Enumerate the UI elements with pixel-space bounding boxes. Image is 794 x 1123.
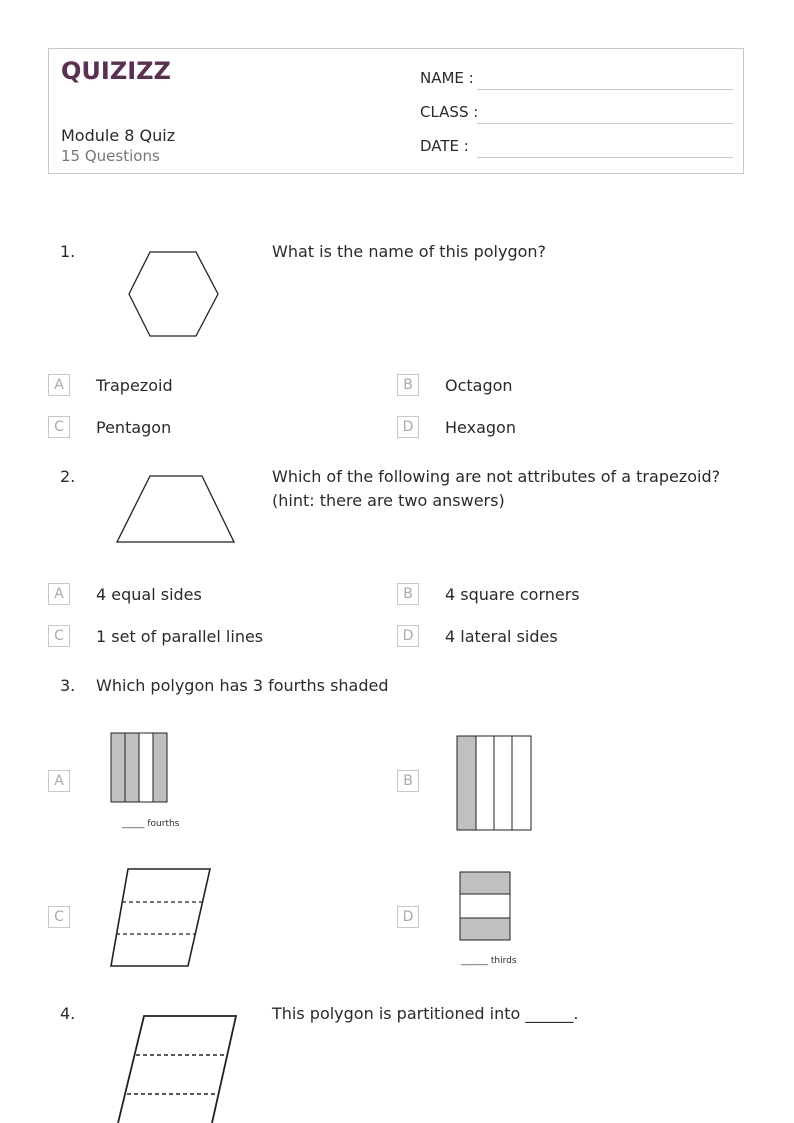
q1-option-a-box[interactable]: A [48,374,70,396]
date-field[interactable] [477,157,733,158]
class-field[interactable] [477,123,733,124]
question-1-number: 1. [60,242,76,261]
q3-option-b-box[interactable]: B [397,770,419,792]
question-2-number: 2. [60,467,76,486]
q2-option-b-box[interactable]: B [397,583,419,605]
q3-option-b-figure[interactable] [456,735,534,833]
q2-option-a-text[interactable]: 4 equal sides [96,585,202,604]
question-1-text: What is the name of this polygon? [272,242,547,261]
q1-option-c-text[interactable]: Pentagon [96,418,172,437]
question-3-number: 3. [60,676,76,695]
class-label: CLASS : [420,103,479,121]
q1-option-b-box[interactable]: B [397,374,419,396]
q2-option-b-text[interactable]: 4 square corners [445,585,580,604]
question-2-text: Which of the following are not attributes of a trapezoid? (hint: there are two answers) [272,467,721,510]
q1-option-d-box[interactable]: D [397,416,419,438]
hexagon-figure [128,251,220,337]
q1-option-d-text[interactable]: Hexagon [445,418,516,437]
quiz-header [48,48,744,174]
quizizz-logo: QUIZIZZ [61,57,171,85]
q3-option-a-box[interactable]: A [48,770,70,792]
q1-option-a-text[interactable]: Trapezoid [96,376,173,395]
q3-option-d-caption: ______ thirds [461,956,517,966]
date-label: DATE : [420,137,469,155]
name-field[interactable] [477,89,733,90]
q3-option-a-figure[interactable] [110,732,200,832]
q2-option-c-box[interactable]: C [48,625,70,647]
q3-option-d-box[interactable]: D [397,906,419,928]
q2-option-a-box[interactable]: A [48,583,70,605]
q1-option-c-box[interactable]: C [48,416,70,438]
q2-option-d-box[interactable]: D [397,625,419,647]
question-count: 15 Questions [61,147,160,165]
q2-option-d-text[interactable]: 4 lateral sides [445,627,558,646]
q2-option-c-text[interactable]: 1 set of parallel lines [96,627,264,646]
question-4-text: This polygon is partitioned into ______. [272,1004,579,1023]
trapezoid-figure [116,475,236,543]
question-3-text: Which polygon has 3 fourths shaded [96,676,389,695]
name-label: NAME : [420,69,474,87]
q1-option-b-text[interactable]: Octagon [445,376,513,395]
quiz-title: Module 8 Quiz [61,126,176,145]
question-4-number: 4. [60,1004,76,1023]
q3-option-c-box[interactable]: C [48,906,70,928]
q3-option-a-caption: _____ fourths [122,819,180,829]
question-4-figure [116,1014,240,1123]
q3-option-d-figure[interactable] [459,871,529,967]
q3-option-c-figure[interactable] [110,868,214,968]
